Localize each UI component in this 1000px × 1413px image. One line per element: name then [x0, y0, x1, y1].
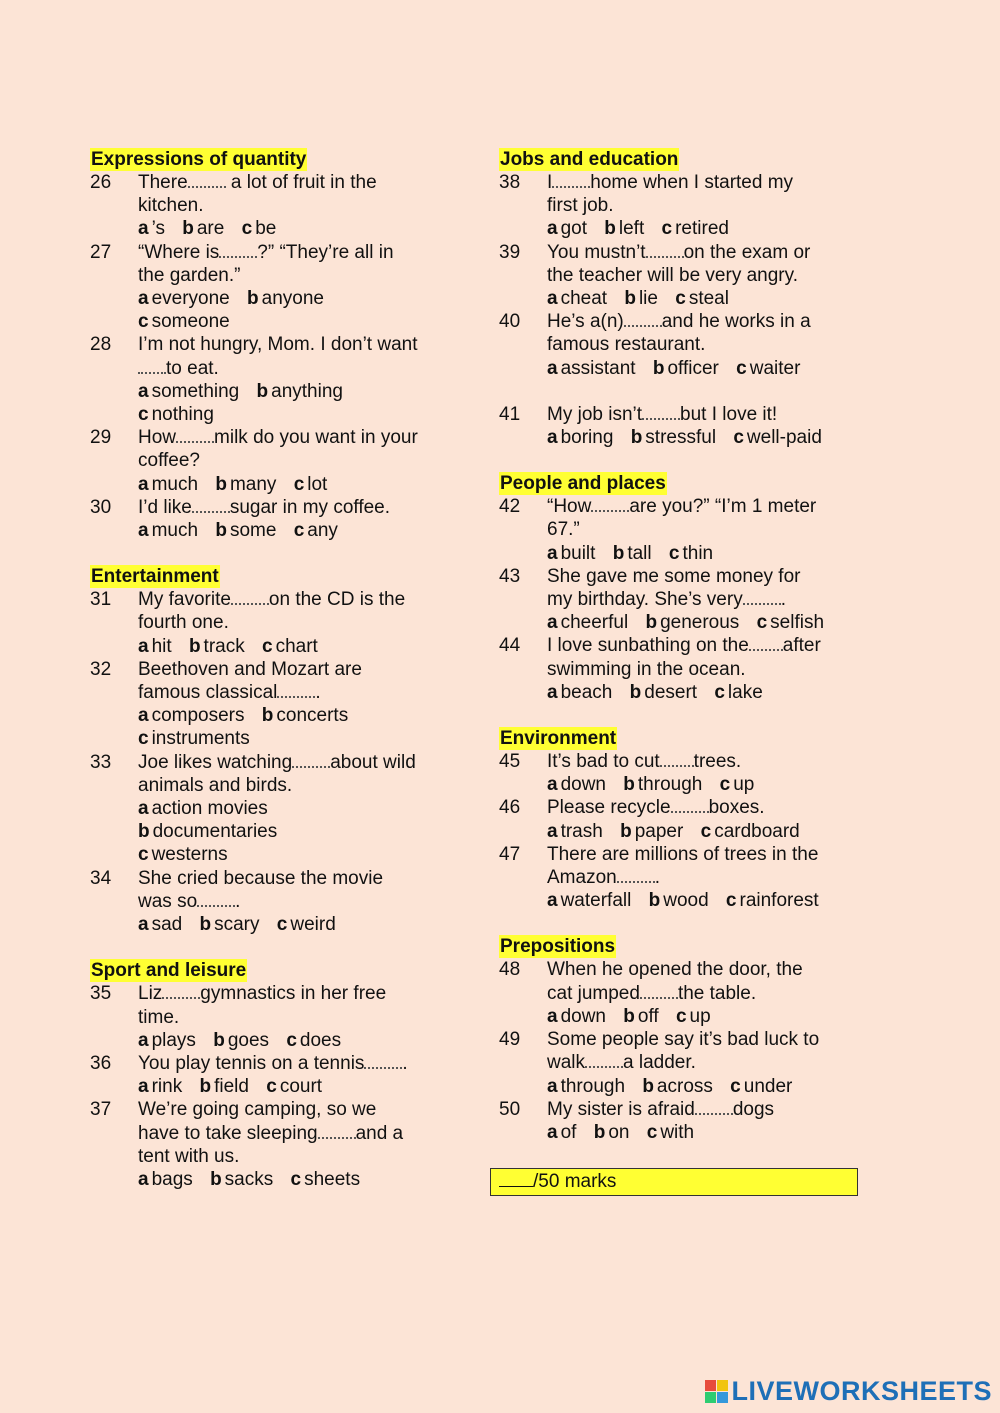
section-people-and-places: [499, 472, 869, 704]
question-50: 50 My sister is afraid dogs a of b on c with: [499, 1098, 869, 1144]
question-number: 47: [499, 843, 521, 865]
answer-blank[interactable]: [743, 603, 781, 605]
option-a[interactable]: a assistant: [547, 357, 636, 379]
option-a[interactable]: a down: [547, 774, 606, 796]
question-33: 33 Joe likes watching about wild animals and birds. a action movies b documentaries c westerns: [90, 751, 460, 867]
question-number: 34: [90, 867, 112, 889]
section-title: Jobs and education: [500, 149, 679, 170]
answer-blank[interactable]: [646, 256, 684, 258]
option-b[interactable]: b scary: [199, 914, 260, 936]
section-title: People and places: [500, 473, 666, 495]
option-c[interactable]: c be: [241, 218, 277, 240]
answer-options: [138, 1029, 460, 1052]
question-number: 50: [499, 1098, 521, 1120]
question-number: 28: [90, 334, 112, 356]
option-b[interactable]: b track: [188, 635, 245, 657]
question-35: 35 Liz gymnastics in her free time. a plays b goes c does: [90, 982, 460, 1052]
option-a[interactable]: a something: [138, 380, 240, 402]
answer-blank[interactable]: [585, 1066, 623, 1068]
option-a[interactable]: a hit: [138, 635, 172, 657]
option-b[interactable]: b documentaries: [138, 821, 278, 843]
answer-blank[interactable]: [617, 881, 655, 883]
question-number: 26: [90, 172, 112, 193]
answer-options: [547, 426, 869, 449]
question-46: 46 Please recycle boxes. a trash b paper c cardboard: [499, 796, 869, 842]
question-number: 33: [90, 751, 112, 773]
answer-blank[interactable]: [192, 511, 230, 513]
option-c[interactable]: c waiter: [736, 357, 801, 379]
option-a[interactable]: a much: [138, 473, 199, 495]
answer-blank[interactable]: [277, 696, 315, 698]
option-b[interactable]: b wood: [648, 890, 709, 912]
section-expressions-of-quantity: [90, 148, 460, 542]
section-entertainment: [90, 565, 460, 936]
question-49: 49 Some people say it’s bad luck to walk a ladder. a through b across c under: [499, 1028, 869, 1098]
option-b[interactable]: b generous: [645, 612, 740, 634]
answer-blank[interactable]: [642, 418, 680, 420]
answer-options: [138, 635, 460, 658]
option-b[interactable]: b on: [593, 1121, 630, 1143]
question-number: 32: [90, 658, 112, 680]
question-number: 35: [90, 983, 112, 1005]
option-b[interactable]: b desert: [629, 681, 698, 703]
question-26: 26 There a lot of fruit in the kitchen. a ’s b are c be: [90, 171, 460, 241]
section-title: Expressions of quantity: [91, 149, 307, 170]
answer-options: [547, 1005, 869, 1028]
answer-options: [547, 1075, 869, 1098]
option-c[interactable]: c up: [719, 774, 755, 796]
option-c[interactable]: c retired: [661, 218, 729, 240]
liveworksheets-logo-icon: [705, 1380, 728, 1403]
option-c[interactable]: c does: [286, 1029, 342, 1051]
option-a[interactable]: a cheat: [547, 288, 608, 310]
question-number: 27: [90, 241, 112, 263]
answer-blank[interactable]: [364, 1067, 402, 1069]
option-c[interactable]: c lake: [714, 681, 763, 703]
answer-blank[interactable]: [231, 603, 269, 605]
question-number: 45: [499, 751, 521, 773]
question-number: 29: [90, 427, 112, 449]
option-b[interactable]: b are: [182, 218, 225, 240]
option-b[interactable]: b officer: [652, 357, 719, 379]
answer-blank[interactable]: [138, 372, 166, 374]
option-a[interactable]: a of: [547, 1121, 577, 1143]
question-32: 32 Beethoven and Mozart are famous classical . a composers b concerts c instruments: [90, 658, 460, 751]
option-b[interactable]: b across: [642, 1075, 713, 1097]
section-environment: [499, 727, 869, 912]
left-column: [90, 148, 460, 1214]
answer-options: [547, 542, 869, 565]
option-b[interactable]: b paper: [620, 820, 684, 842]
question-number: 30: [90, 496, 112, 518]
answer-blank[interactable]: [552, 186, 590, 188]
answer-blank[interactable]: [624, 325, 662, 327]
option-c[interactable]: c any: [293, 520, 338, 542]
answer-blank[interactable]: [660, 765, 694, 767]
section-sport-and-leisure: [90, 959, 460, 1191]
option-c[interactable]: c with: [646, 1121, 695, 1143]
option-c[interactable]: c well-paid: [733, 427, 822, 449]
option-a[interactable]: a down: [547, 1005, 606, 1027]
question-number: 38: [499, 172, 521, 193]
answer-options: [138, 704, 460, 750]
option-b[interactable]: b left: [604, 218, 645, 240]
option-a[interactable]: a bags: [138, 1168, 193, 1190]
question-45: 45 It’s bad to cut trees. a down b through c up: [499, 750, 869, 796]
option-b[interactable]: b stressful: [630, 427, 717, 449]
answer-blank[interactable]: [591, 510, 629, 512]
answer-options: [138, 913, 460, 936]
answer-options: [547, 357, 869, 380]
option-a[interactable]: a beach: [547, 681, 613, 703]
answer-options: [547, 287, 869, 310]
option-c[interactable]: c instruments: [138, 728, 250, 750]
section-title: Sport and leisure: [91, 960, 247, 982]
answer-options: [138, 287, 460, 333]
question-number: 41: [499, 403, 521, 425]
question-number: 48: [499, 959, 521, 981]
answer-options: [547, 611, 869, 634]
option-a[interactable]: a action movies: [138, 798, 268, 820]
answer-options: [138, 1075, 460, 1098]
question-47: 47 There are millions of trees in the Amazon . a waterfall b wood c rainforest: [499, 843, 869, 913]
liveworksheets-logo: [705, 1376, 992, 1407]
option-b[interactable]: b many: [215, 473, 277, 495]
question-number: 40: [499, 311, 521, 333]
option-b[interactable]: b anything: [256, 380, 343, 402]
option-a[interactable]: a built: [547, 542, 596, 564]
answer-blank[interactable]: [162, 997, 200, 999]
option-c[interactable]: c nothing: [138, 404, 214, 426]
answer-blank[interactable]: [176, 441, 214, 443]
option-c[interactable]: c under: [730, 1075, 793, 1097]
option-c[interactable]: c westerns: [138, 844, 228, 866]
question-37: 37 We’re going camping, so we have to take sleeping and a tent with us. a bags b sacks c sheets: [90, 1098, 460, 1191]
option-a[interactable]: a composers: [138, 705, 245, 727]
question-48: 48 When he opened the door, the cat jumped the table. a down b off c up: [499, 958, 869, 1028]
option-a[interactable]: a everyone: [138, 288, 230, 310]
question-30: 30 I’d like sugar in my coffee. a much b some c any: [90, 496, 460, 542]
option-c[interactable]: c rainforest: [725, 890, 819, 912]
marks-label: /50 marks: [533, 1171, 617, 1192]
question-number: 49: [499, 1029, 521, 1051]
answer-options: [547, 217, 869, 240]
score-blank[interactable]: [499, 1169, 533, 1187]
answer-blank[interactable]: [292, 766, 330, 768]
question-36: 36 You play tennis on a tennis . a rink b field c court: [90, 1052, 460, 1098]
option-b[interactable]: b some: [215, 520, 277, 542]
question-number: 46: [499, 797, 521, 819]
answer-blank[interactable]: [671, 811, 709, 813]
option-a[interactable]: a ’s: [138, 218, 165, 240]
question-27: 27 “Where is ?” “They’re all in the garden.” a everyone b anyone c someone: [90, 241, 460, 334]
option-c[interactable]: c weird: [276, 914, 336, 936]
option-b[interactable]: b goes: [213, 1029, 270, 1051]
answer-blank[interactable]: [318, 1137, 356, 1139]
answer-blank[interactable]: [640, 997, 678, 999]
option-b[interactable]: b concerts: [261, 705, 349, 727]
option-b[interactable]: b field: [199, 1076, 249, 1098]
option-c[interactable]: c chart: [262, 635, 318, 657]
option-a[interactable]: a got: [547, 218, 587, 240]
question-39: 39 You mustn’t on the exam or the teacher will be very angry. a cheat b lie c steal: [499, 241, 869, 311]
option-a[interactable]: a rink: [138, 1076, 183, 1098]
option-a[interactable]: a through: [547, 1075, 626, 1097]
question-number: 44: [499, 635, 521, 657]
total-marks-box: [490, 1168, 858, 1196]
option-c[interactable]: c sheets: [290, 1168, 361, 1190]
answer-options: [138, 217, 460, 240]
option-c[interactable]: c someone: [138, 311, 230, 333]
section-title: Prepositions: [500, 936, 616, 958]
option-c[interactable]: c steal: [675, 288, 729, 310]
right-column: [499, 148, 869, 1167]
question-number: 43: [499, 565, 521, 587]
question-34: 34 She cried because the movie was so . a sad b scary c weird: [90, 867, 460, 937]
section-title: Entertainment: [91, 566, 219, 588]
question-29: 29 How milk do you want in your coffee? a much b many c lot: [90, 426, 460, 496]
option-b[interactable]: b tall: [612, 542, 652, 564]
section-title: Environment: [500, 728, 617, 750]
question-number: 36: [90, 1052, 112, 1074]
question-40: 40 He’s a(n) and he works in a famous restaurant. a assistant b officer c waiter: [499, 310, 869, 380]
option-b[interactable]: b through: [623, 774, 703, 796]
question-number: 39: [499, 241, 521, 263]
question-38: 38 I home when I started my first job. a got b left c retired: [499, 171, 869, 241]
section-prepositions: [499, 935, 869, 1144]
option-b[interactable]: b lie: [624, 288, 658, 310]
option-b[interactable]: b sacks: [210, 1168, 274, 1190]
question-number: 37: [90, 1099, 112, 1121]
option-c[interactable]: c thin: [668, 542, 714, 564]
question-42: 42 “How are you?” “I’m 1 meter 67.” a built b tall c thin: [499, 495, 869, 565]
question-28: 28 I’m not hungry, Mom. I don’t want to eat. a something b anything c nothing: [90, 333, 460, 426]
answer-options: [138, 473, 460, 496]
option-c[interactable]: c up: [675, 1005, 711, 1027]
question-43: 43 She gave me some money for my birthday. She’s very . a cheerful b generous c selfish: [499, 565, 869, 635]
question-number: 31: [90, 589, 112, 611]
option-a[interactable]: a boring: [547, 427, 614, 449]
answer-blank[interactable]: [749, 649, 783, 651]
logo-text: LIVEWORKSHEETS: [731, 1376, 992, 1406]
answer-options: [547, 681, 869, 704]
section-jobs-and-education: [499, 148, 869, 449]
answer-blank[interactable]: [695, 1113, 733, 1115]
answer-options: [138, 519, 460, 542]
answer-blank[interactable]: [188, 186, 226, 188]
answer-blank[interactable]: [197, 905, 235, 907]
answer-blank[interactable]: [219, 256, 257, 258]
option-a[interactable]: a waterfall: [547, 890, 632, 912]
option-b[interactable]: b off: [623, 1005, 659, 1027]
answer-options: [547, 820, 869, 843]
option-b[interactable]: b anyone: [247, 288, 324, 310]
option-a[interactable]: a trash: [547, 820, 603, 842]
option-c[interactable]: c selfish: [756, 612, 825, 634]
answer-options: [547, 773, 869, 796]
answer-options: [138, 1168, 460, 1191]
option-c[interactable]: c court: [266, 1076, 323, 1098]
answer-options: [138, 797, 460, 867]
answer-options: [547, 889, 869, 912]
option-a[interactable]: a cheerful: [547, 612, 629, 634]
option-c[interactable]: c cardboard: [700, 820, 800, 842]
option-c[interactable]: c lot: [293, 473, 328, 495]
answer-options: [138, 380, 460, 426]
option-a[interactable]: a much: [138, 520, 199, 542]
option-a[interactable]: a sad: [138, 914, 183, 936]
question-number: 42: [499, 496, 521, 518]
answer-options: [547, 1121, 869, 1144]
question-44: 44 I love sunbathing on the after swimming in the ocean. a beach b desert c lake: [499, 634, 869, 704]
option-a[interactable]: a plays: [138, 1029, 196, 1051]
question-41: 41 My job isn’t but I love it! a boring b stressful c well-paid: [499, 403, 869, 449]
question-31: 31 My favorite on the CD is the fourth one. a hit b track c chart: [90, 588, 460, 658]
